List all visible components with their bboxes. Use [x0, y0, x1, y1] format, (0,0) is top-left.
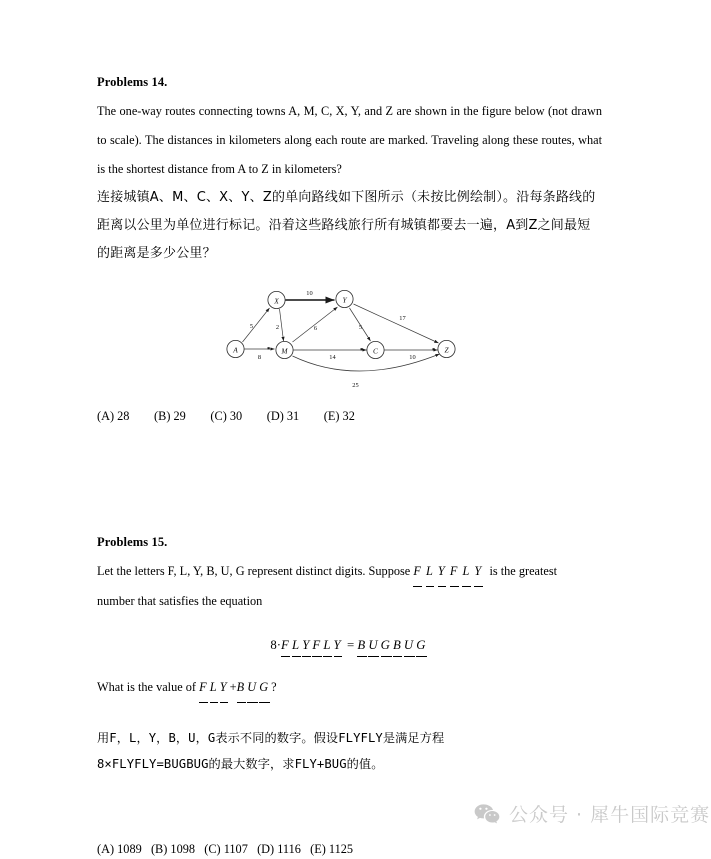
question-plus: +	[229, 680, 237, 694]
problem-15-equation	[97, 634, 602, 657]
document-content	[97, 70, 602, 859]
var-bug-ch1: U	[247, 673, 257, 703]
graph-nodes	[227, 290, 455, 358]
var-flyfly-ch1: L	[426, 557, 434, 587]
watermark-footer	[474, 800, 710, 827]
var-fly-ch1: L	[210, 673, 218, 703]
graph-node-Z	[438, 340, 455, 357]
problem-15-english-line2: number that satisfies the equation	[97, 594, 263, 608]
edge-weight-M-C: 14	[329, 354, 336, 361]
graph-node-X	[268, 291, 285, 308]
var-flyfly	[413, 564, 486, 578]
problem-15-question-pre: What is the value of	[97, 680, 197, 694]
edge-X-M	[280, 309, 284, 341]
graph-node-label-Y: Y	[342, 295, 347, 305]
problem-14-title: Problems 14.	[97, 75, 168, 89]
watermark-text: 公众号 · 犀牛国际竞赛	[509, 804, 711, 826]
equation-rhs	[357, 638, 428, 652]
graph-node-M	[276, 341, 293, 358]
equation-lhs-ch1: L	[292, 634, 301, 657]
var-flyfly-ch5: Y	[474, 557, 482, 587]
graph-node-label-Z: Z	[444, 345, 449, 355]
edge-weight-A-X: 5	[249, 323, 254, 330]
equation-equals: =	[346, 638, 355, 652]
graph-node-C	[367, 341, 384, 358]
equation-rhs-ch0: B	[357, 634, 366, 657]
edge-weight-M-Y: 6	[313, 325, 318, 332]
problem-15-chinese-line2: 8×FLYFLY=BUGBUG的最大数字，求FLY+BUG的值。	[97, 757, 384, 771]
equation-lhs-ch3: F	[312, 634, 321, 657]
graph-node-Y	[336, 290, 353, 307]
var-flyfly-ch4: L	[462, 557, 470, 587]
edge-M-Z	[293, 354, 440, 371]
problem-14-english-text: The one-way routes connecting towns A, M, C, X, Y, and Z are shown in the figure below (not drawn to scale). The distances in kilometers along each route are marked. Traveling along these routes, what is the shortest distance from A to Z in kilometers?	[97, 104, 602, 176]
equation-coefficient: 8·	[270, 638, 282, 652]
var-flyfly-ch3: F	[450, 557, 459, 587]
equation-lhs-ch0: F	[281, 634, 290, 657]
problem-14-chinese-text: 连接城镇A、M、C、X、Y、Z的单向路线如下图所示（未按比例绘制）。沿每条路线的距离以公里为单位进行标记。沿着这些路线旅行所有城镇都要去一遍，A到Z之间最短的距离是多少公里？	[97, 190, 596, 261]
equation-lhs	[281, 638, 344, 652]
wechat-icon	[474, 803, 500, 825]
graph-node-label-C: C	[373, 346, 378, 356]
var-fly-ch2: Y	[220, 673, 228, 703]
graph-node-label-A: A	[233, 345, 238, 355]
problem-14-graph-figure	[97, 284, 602, 392]
var-bug	[237, 680, 272, 694]
problem-15-english-mid: is the greatest	[489, 564, 558, 578]
edge-weight-A-M: 8	[257, 354, 262, 361]
edge-weight-Y-Z: 17	[399, 315, 406, 322]
var-fly-ch0: F	[199, 673, 208, 703]
problem-15-chinese-line1: 用F，L，Y，B，U，G表示不同的数字。假设FLYFLY是满足方程	[97, 731, 445, 745]
edge-weight-C-Z: 10	[409, 354, 416, 361]
problem-15-question-post: ?	[271, 680, 277, 694]
problem-14-choices: (A) 28 (B) 29 (C) 30 (D) 31 (E) 32	[97, 409, 355, 423]
problem-15-english-text	[97, 557, 602, 587]
edge-weight-X-M: 2	[275, 324, 280, 331]
problem-15-title: Problems 15.	[97, 535, 168, 549]
graph-node-label-X: X	[274, 296, 279, 306]
problem-15-choices: (A) 1089 (B) 1098 (C) 1107 (D) 1116 (E) 1125	[97, 842, 354, 856]
var-bug-ch0: B	[237, 673, 246, 703]
graph-svg	[97, 284, 602, 392]
equation-rhs-ch1: U	[368, 634, 379, 657]
edge-weight-Y-C: 5	[358, 324, 363, 331]
graph-node-A	[227, 340, 244, 357]
equation-lhs-ch4: L	[323, 634, 332, 657]
var-flyfly-ch0: F	[413, 557, 422, 587]
equation-rhs-ch5: G	[416, 634, 427, 657]
problem-15-english-pre: Let the letters F, L, Y, B, U, G represent distinct digits. Suppose	[97, 564, 411, 578]
edge-weight-X-Y: 10	[306, 290, 313, 297]
var-bug-ch2: G	[259, 673, 269, 703]
equation-lhs-ch5: Y	[334, 634, 343, 657]
var-flyfly-ch2: Y	[438, 557, 446, 587]
graph-node-label-M: M	[281, 346, 288, 356]
problem-15-question	[97, 673, 602, 703]
edge-weight-M-Z: 25	[352, 382, 359, 389]
equation-rhs-ch2: G	[381, 634, 392, 657]
var-fly	[199, 680, 230, 694]
equation-rhs-ch3: B	[393, 634, 402, 657]
equation-lhs-ch2: Y	[302, 634, 311, 657]
equation-rhs-ch4: U	[404, 634, 415, 657]
edge-Y-Z	[354, 304, 439, 343]
edge-A-X	[243, 308, 270, 342]
